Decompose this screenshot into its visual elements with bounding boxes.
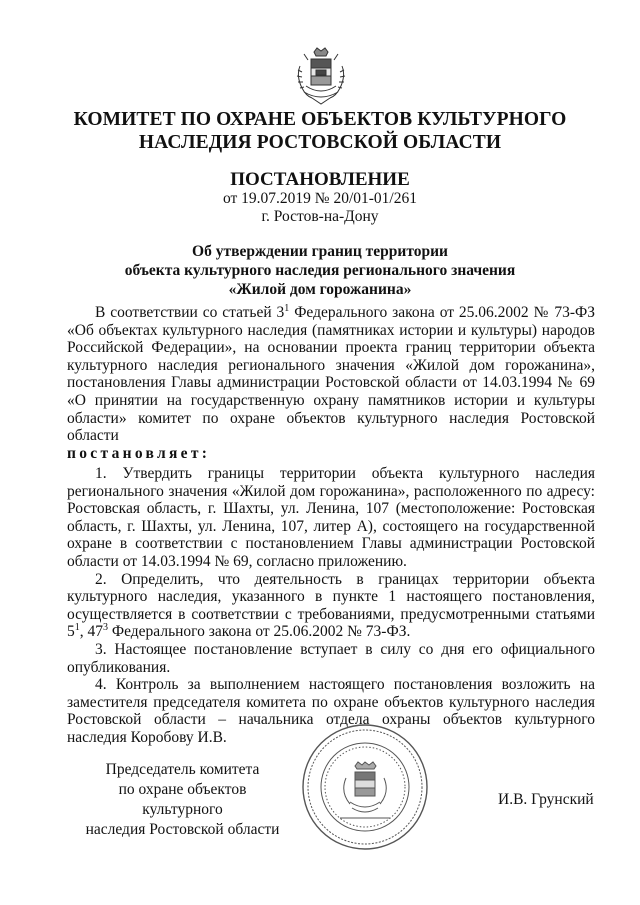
item-3: 3. Настоящее постановление вступает в силу со дня его официального опубликования.: [67, 640, 595, 676]
city: г. Ростов-на-Дону: [261, 208, 379, 225]
preamble: [67, 304, 595, 462]
item-2-text: 2. Определить, что деятельность в границах территории объекта культурного наследия, указанного в пункте 1 настоящего постановления, осуществляется в соответствии с требованиями, предусмотренными статьями 5: [67, 570, 595, 641]
organization-name-line2: НАСЛЕДИЯ РОСТОВСКОЙ ОБЛАСТИ: [138, 132, 502, 153]
subject-line1: Об утверждении границ территории: [192, 243, 448, 260]
resolves-line: [67, 445, 595, 463]
subject-line3: «Жилой дом горожанина»: [228, 281, 412, 298]
official-seal-icon: [300, 722, 430, 852]
signatory-title-line3: наследия Ростовской области: [85, 821, 280, 838]
signatory-name: И.В. Грунский: [498, 791, 594, 808]
organization-name: [0, 108, 640, 154]
document-subject: [0, 242, 640, 299]
item-2-superscript-1: 1: [74, 622, 80, 634]
item-2-text-mid: , 47: [79, 623, 103, 641]
preamble-paragraph: [67, 304, 595, 445]
preamble-text-start: В соответствии со статьей 3: [95, 304, 285, 321]
signatory-title-line2: по охране объектов культурного: [118, 781, 247, 818]
item-4: 4. Контроль за выполнением настоящего постановления возложить на заместителя председателя комитета по охране объектов культурного наследия Ростовской области – начальника отдела охраны объектов культурного наследия Коробову И.В.: [67, 676, 595, 746]
subject-line2: объекта культурного наследия регионального значения: [124, 262, 516, 279]
resolves-word: постановляет:: [67, 444, 211, 462]
document-type: ПОСТАНОВЛЕНИЕ: [230, 169, 410, 190]
article-superscript: 1: [284, 302, 290, 314]
coat-of-arms-icon: [294, 46, 348, 108]
date-number: от 19.07.2019 № 20/01-01/261: [222, 190, 417, 207]
preamble-text: Федерального закона от 25.06.2002 № 73-ФЗ «Об объектах культурного наследия (памятниках истории и культуры) народов Российской Федерации», на основании проекта границ территории объекта культурного наследия регионального значения «Жилой дом горожанина», постановления Главы администрации Ростовской области от 14.03.1994 № 69 «О принятии на государственную охрану памятников истории и культуры области» комитет по охране объектов культурного наследия Ростовской области: [67, 304, 595, 445]
signatory-title-line1: Председатель комитета: [105, 761, 260, 778]
resolution-items: [67, 465, 595, 747]
organization-name-line1: КОМИТЕТ ПО ОХРАНЕ ОБЪЕКТОВ КУЛЬТУРНОГО: [73, 109, 567, 130]
item-2-text-end: Федерального закона от 25.06.2002 № 73-ФЗ.: [108, 623, 411, 641]
signatory-title: [80, 760, 285, 840]
item-2: [67, 571, 595, 641]
item-2-superscript-2: 3: [103, 622, 108, 634]
item-1: 1. Утвердить границы территории объекта культурного наследия регионального значения «Жилой дом горожанина», расположенного по адресу: Ростовская область, г. Шахты, ул. Ленина, 107 (местоположение: Ростовская область, г. Шахты, ул. Ленина, 107, литер А), состоящего на государственной охране в соответствии с постановлением Главы администрации Ростовской области от 14.03.1994 № 69, согласно приложению.: [67, 465, 595, 570]
